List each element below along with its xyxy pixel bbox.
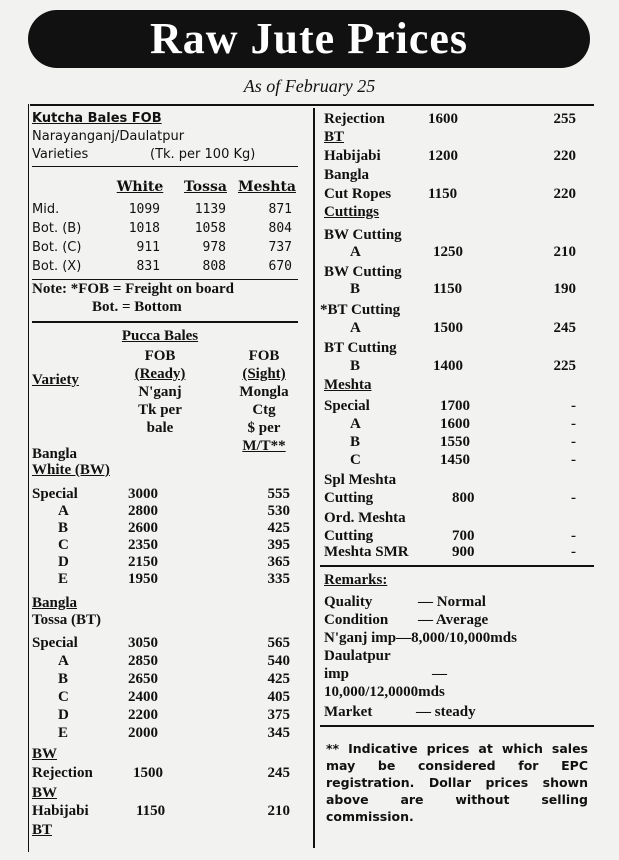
grade-label: B [350,281,361,297]
price-tk: 2400 [128,689,158,705]
price-tk: 2200 [128,707,158,723]
grade-label: Cutting [324,528,374,544]
bw-heading-2: White (BW) [32,462,110,478]
price-tk: 1250 [433,244,463,260]
price-tk: 2000 [128,725,158,741]
price-tk: 2150 [128,554,158,570]
price-tk: 1200 [428,148,458,164]
price-tk: 1150 [136,803,166,819]
row-label: Mid. [32,202,60,217]
ord-meshta-label: Ord. Meshta [324,510,406,526]
remark-value: — Normal [418,594,486,610]
price-tk: 1500 [133,765,163,781]
price-usd: 245 [553,320,576,336]
footnote-rule [320,725,594,727]
price-tk: 3050 [128,635,158,651]
cut-ropes-label: Bangla [324,167,370,183]
price-usd: 375 [267,707,290,723]
grade-label: D [58,707,69,723]
value-tossa: 1058 [194,221,226,236]
grade-label: A [350,320,361,336]
column-divider [313,108,315,848]
ready-unit-2: bale [146,420,174,436]
price-usd: 425 [267,520,290,536]
kutcha-unit: (Tk. per 100 Kg) [150,147,256,162]
kutcha-place: Narayanganj/Daulatpur [32,129,185,144]
price-usd: 540 [267,653,290,669]
value-tossa: 1139 [194,202,226,217]
remarks-rule [320,565,594,567]
price-tk: 1400 [433,358,463,374]
grade-label: A [350,244,361,260]
footnote: ** Indicative prices at which sales may be considered for EPC registration. Dollar prices shown above are without selling commission. [326,741,588,824]
sight-unit-2: M/T** [242,438,286,454]
price-usd: 190 [553,281,576,297]
price-usd: 220 [553,148,576,164]
grade-label: Rejection [324,111,385,127]
row-label: Bot. (C) [32,240,82,255]
price-usd: 210 [553,244,576,260]
grade-label: Rejection [32,765,93,781]
price-usd: 425 [267,671,290,687]
price-usd: 365 [267,554,290,570]
kutcha-end-rule [32,321,298,323]
bw-cutting-a-label: BW Cutting [324,227,402,243]
grade-label: A [350,416,361,432]
price-usd: - [571,398,576,414]
bt-tag: BT [324,129,345,145]
ready-unit: Tk per [138,402,182,418]
grade-label: Cutting [324,490,374,506]
col-white: White [116,179,164,195]
grade-label: E [58,571,69,587]
grade-label: Habijabi [324,148,381,164]
sight-place-2: Ctg [252,402,276,418]
bw-heading: Bangla [32,446,78,462]
price-tk: 700 [452,528,475,544]
price-usd: 220 [553,186,576,202]
price-tk: 1500 [433,320,463,336]
price-usd: 335 [267,571,290,587]
price-usd: - [571,490,576,506]
grade-label: C [58,537,69,553]
title-banner [28,10,590,68]
price-tk: 1600 [428,111,458,127]
pucca-heading: Pucca Bales [121,328,199,344]
remark-key: Condition [324,612,389,628]
price-usd: 225 [553,358,576,374]
sight-place: Mongla [239,384,289,400]
value-meshta: 804 [268,221,292,236]
bw-rejection-tag: BW [32,746,58,762]
price-tk: 1550 [440,434,470,450]
nganj-imp: N'ganj imp—8,000/10,000mds [324,630,517,646]
value-meshta: 737 [268,240,292,255]
price-tk: 2650 [128,671,158,687]
daulatpur-dash: — [432,666,447,682]
col-tossa: Tossa [184,179,227,195]
price-usd: 245 [267,765,290,781]
price-tk: 1700 [440,398,470,414]
grade-label: A [58,503,69,519]
cuttings-heading: Cuttings [324,204,380,220]
value-white: 1099 [128,202,160,217]
value-tossa: 978 [202,240,226,255]
market-label: Market [324,704,373,720]
grade-label: Special [32,635,78,651]
kutcha-unit-rule [32,166,298,167]
left-border [28,104,29,852]
value-white: 831 [136,259,160,274]
price-tk: 800 [452,490,475,506]
grade-label: E [58,725,69,741]
price-usd: 210 [267,803,290,819]
remark-key: Quality [324,594,373,610]
grade-label: Special [324,398,370,414]
price-tk: 2850 [128,653,158,669]
row-label: Bot. (X) [32,259,82,274]
fob-sight-label: FOB [248,348,280,364]
grade-label: C [350,452,361,468]
grade-label: Special [32,486,78,502]
price-usd: - [571,434,576,450]
sight-label: (Sight) [242,366,286,382]
as-of-date: As of February 25 [243,76,376,96]
ready-label: (Ready) [134,366,186,382]
row-label: Bot. (B) [32,221,82,236]
price-tk: 2600 [128,520,158,536]
market-value: — steady [416,704,476,720]
price-tk: 1950 [128,571,158,587]
value-white: 1018 [128,221,160,236]
variety-label: Variety [32,372,79,388]
value-white: 911 [136,240,160,255]
bt-cutting-a-label: *BT Cutting [320,302,401,318]
price-usd: 530 [267,503,290,519]
note-rule [32,279,298,280]
price-usd: 405 [267,689,290,705]
spl-meshta-label: Spl Meshta [324,472,397,488]
price-usd: 395 [267,537,290,553]
grade-label: B [350,358,361,374]
price-tk: 1150 [428,186,458,202]
kutcha-heading: Kutcha Bales FOB [32,111,162,126]
price-usd: - [571,544,576,560]
kutcha-varieties-label: Varieties [32,147,89,162]
price-usd: 555 [267,486,290,502]
bw-cutting-b-label: BW Cutting [324,264,402,280]
ready-place: N'ganj [138,384,182,400]
bt-heading-2: Tossa (BT) [32,612,102,628]
bt-heading: Bangla [32,595,78,611]
header-rule [30,104,594,106]
price-tk: 900 [452,544,475,560]
page-title: Raw Jute Prices [149,14,468,63]
grade-label: C [58,689,69,705]
grade-label: B [58,520,69,536]
price-tk: 1600 [440,416,470,432]
price-usd: - [571,416,576,432]
bt-cutting-b-label: BT Cutting [324,340,397,356]
grade-label: D [58,554,69,570]
price-usd: 345 [267,725,290,741]
daulatpur-imp: imp [324,666,350,682]
grade-label: Meshta SMR [324,544,409,560]
daulatpur-label: Daulatpur [324,648,391,664]
price-usd: 255 [553,111,576,127]
note-bot: Bot. = Bottom [92,299,182,315]
price-tk: 2350 [128,537,158,553]
remarks-heading: Remarks: [324,572,388,588]
grade-label: Cut Ropes [324,186,392,202]
value-meshta: 871 [268,202,292,217]
price-usd: - [571,528,576,544]
col-meshta: Meshta [237,179,296,195]
grade-label: B [350,434,361,450]
bw-habijabi-tag: BW [32,785,58,801]
meshta-heading: Meshta [324,377,372,393]
daulatpur-range: 10,000/12,0000mds [324,684,445,700]
price-tk: 3000 [128,486,158,502]
value-meshta: 670 [268,259,292,274]
grade-label: A [58,653,69,669]
sight-unit: $ per [247,420,281,436]
grade-label: B [58,671,69,687]
fob-ready-label: FOB [144,348,176,364]
price-tk: 1450 [440,452,470,468]
grade-label: Habijabi [32,803,89,819]
note-fob: Note: *FOB = Freight on board [32,281,235,297]
price-tk: 2800 [128,503,158,519]
remark-value: — Average [418,612,489,628]
price-usd: - [571,452,576,468]
price-tk: 1150 [433,281,463,297]
price-usd: 565 [267,635,290,651]
bt-tag: BT [32,822,53,838]
value-tossa: 808 [202,259,226,274]
